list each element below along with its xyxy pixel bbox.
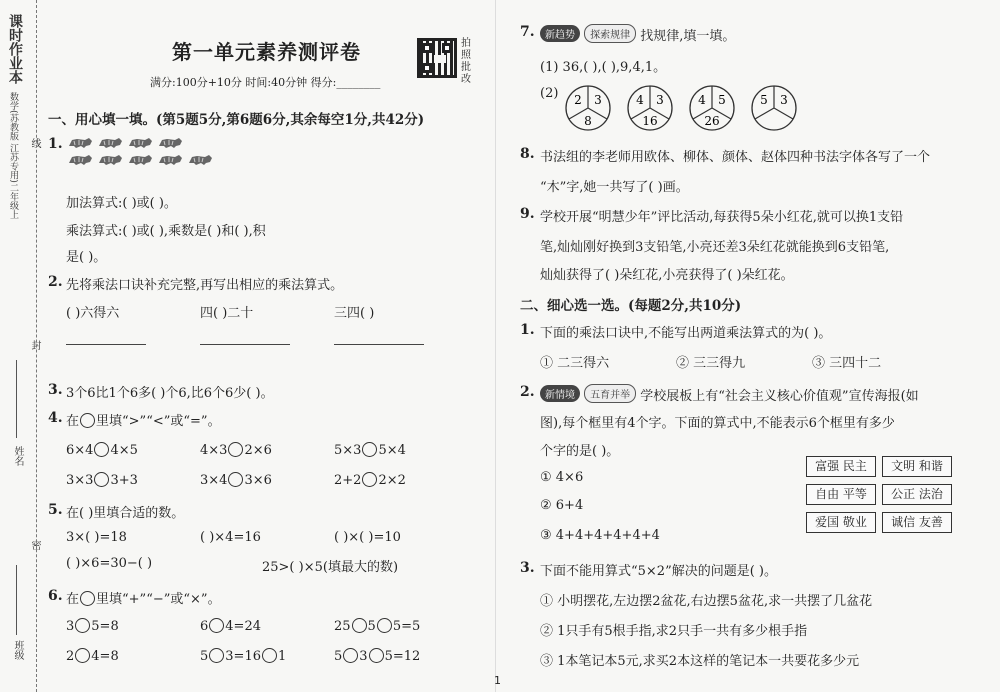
q7-pie-figures	[564, 84, 804, 134]
q4-instruction	[66, 410, 221, 429]
pie-circle-4[interactable]	[752, 86, 796, 130]
q8-line-2[interactable]: “木”字,她一共写了( )画。	[540, 180, 689, 195]
q5-blank-2[interactable]: ( )×4=16	[200, 530, 261, 545]
s2-q2-option-2[interactable]: ② 6+4	[540, 498, 584, 513]
context-badge: 新情境	[540, 385, 580, 402]
q2-number: 2.	[48, 274, 63, 290]
svg-text:2: 2	[574, 93, 582, 107]
q9-line-3[interactable]: 灿灿获得了( )朵红花,小亮获得了( )朵红花。	[540, 268, 794, 283]
operator-circle[interactable]	[75, 648, 90, 663]
q4-text-b: 里填“>”“<”或“=”。	[96, 414, 221, 429]
q6-instruction	[66, 588, 221, 607]
compare-circle[interactable]	[228, 472, 243, 487]
operator-circle[interactable]	[377, 618, 392, 633]
svg-text:4: 4	[698, 93, 706, 107]
compare-circle[interactable]	[362, 442, 377, 457]
q2-answer-line-1[interactable]	[66, 344, 146, 345]
book-subtitle: 数学(苏教版 江苏专用)二年级上	[8, 92, 18, 219]
s2-q3-text[interactable]: 下面不能用算式“5×2”解决的问题是( )。	[540, 564, 778, 579]
s2-q3-number: 3.	[520, 560, 535, 576]
q8-number: 8.	[520, 146, 535, 162]
operator-circle[interactable]	[75, 618, 90, 633]
tiger-icon	[66, 153, 94, 166]
q1-number: 1.	[48, 136, 63, 152]
q2-text: 先将乘法口诀补充完整,再写出相应的乘法算式。	[66, 278, 344, 293]
q8-line-1: 书法组的李老师用欧体、柳体、颜体、赵体四种书法字体各写了一个	[540, 150, 931, 165]
operator-circle[interactable]	[352, 618, 367, 633]
operator-circle[interactable]	[369, 648, 384, 663]
compare-circle[interactable]	[362, 472, 377, 487]
q6-text-b: 里填“+”“−”或“×”。	[96, 592, 221, 607]
s2-q2-number: 2.	[520, 384, 535, 400]
score-info: 满分:100分+10分 时间:40分钟 得分:________	[150, 76, 381, 89]
q6-number: 6.	[48, 588, 63, 604]
svg-text:26: 26	[704, 114, 720, 128]
trend-badge: 新趋势	[540, 25, 580, 42]
qr-label: 拍照批改	[461, 38, 471, 85]
svg-text:3: 3	[780, 93, 788, 107]
q7-sequence[interactable]: (1) 36,( ),( ),9,4,1。	[540, 60, 667, 75]
value-box: 自由 平等	[806, 484, 876, 505]
cut-mark-secret: 密	[29, 540, 40, 550]
q6-item-3[interactable]: 25 5 5=5	[334, 619, 421, 634]
q5-blank-4[interactable]: ( )×6=30−( )	[66, 556, 153, 571]
name-label: 姓名	[12, 446, 23, 466]
q9-line-2: 笔,灿灿刚好换到3支铅笔,小亮还差3朵红花就能换到6支铅笔,	[540, 240, 890, 255]
q7-number: 7.	[520, 24, 535, 40]
pie-circle-3	[690, 86, 734, 130]
s2-q1-option-3[interactable]: ③ 三四十二	[812, 356, 882, 371]
value-box: 文明 和谐	[882, 456, 952, 477]
q7-text: 找规律,填一填。	[640, 29, 736, 44]
tiger-icon	[186, 153, 214, 166]
q4-compare-2-3[interactable]: 2+2 2×2	[334, 473, 406, 488]
s2-q1-text[interactable]: 下面的乘法口诀中,不能写出两道乘法算式的为( )。	[540, 326, 832, 341]
tiger-icon	[96, 153, 124, 166]
cut-mark-line: 线	[29, 138, 40, 148]
tiger-icon	[126, 136, 154, 149]
svg-text:5: 5	[718, 93, 726, 107]
q1-addition-line[interactable]: 加法算式:( )或( )。	[66, 196, 177, 211]
q6-item-5[interactable]: 5 3=16 1	[200, 649, 287, 664]
q3-text[interactable]: 3个6比1个6多( )个6,比6个6少( )。	[66, 386, 274, 401]
q5-blank-1[interactable]: 3×( )=18	[66, 530, 127, 545]
s2-q2-option-3[interactable]: ③ 4+4+4+4+4+4	[540, 528, 660, 543]
q2-rhyme-2[interactable]: 四( )二十	[200, 306, 254, 321]
binding-line	[36, 0, 37, 692]
s2-q3-option-1[interactable]: ① 小明摆花,左边摆2盆花,右边摆5盆花,求一共摆了几盆花	[540, 594, 873, 609]
tiger-icon	[156, 153, 184, 166]
q4-compare-2-2[interactable]: 3×4 3×6	[200, 473, 272, 488]
q4-number: 4.	[48, 410, 63, 426]
page-fold	[495, 0, 496, 692]
q7-heading	[540, 24, 735, 44]
circle-icon	[80, 413, 95, 428]
s2-q3-option-3[interactable]: ③ 1本笔记本5元,求买2本这样的笔记本一共要花多少元	[540, 654, 860, 669]
operator-circle[interactable]	[209, 618, 224, 633]
svg-text:8: 8	[584, 114, 592, 128]
q6-text-a: 在	[66, 592, 80, 607]
s2-q2-line-3[interactable]: 个字的是( )。	[540, 444, 620, 459]
name-blank[interactable]	[16, 360, 17, 438]
page-number: 1	[494, 674, 501, 687]
svg-text:4: 4	[636, 93, 644, 107]
q4-compare-1-1[interactable]: 6×4 4×5	[66, 443, 138, 458]
qr-code[interactable]	[417, 38, 457, 78]
q5-blank-3[interactable]: ( )×( )=10	[334, 530, 401, 545]
pie-circle-1	[566, 86, 610, 130]
q7-part2-label: (2)	[540, 86, 559, 101]
q3-number: 3.	[48, 382, 63, 398]
topic-badge: 探索规律	[584, 24, 636, 43]
class-label: 班级	[12, 640, 23, 660]
q6-item-2[interactable]: 6 4=24	[200, 619, 261, 634]
section2-heading: 二、细心选一选。(每题2分,共10分)	[520, 298, 742, 314]
s2-q2-line-2: 图),每个框里有4个字。下面的算式中,不能表示6个框里有多少	[540, 416, 895, 431]
svg-text:16: 16	[642, 114, 658, 128]
s2-q1-option-1[interactable]: ① 二三得六	[540, 356, 610, 371]
tiger-icon	[96, 136, 124, 149]
q2-answer-line-3[interactable]	[334, 344, 424, 345]
s2-q1-option-2[interactable]: ② 三三得九	[676, 356, 746, 371]
value-box: 公正 法治	[882, 484, 952, 505]
page-title: 第一单元素养测评卷	[172, 40, 361, 64]
q4-text-a: 在	[66, 414, 80, 429]
topic-badge: 五育并举	[584, 384, 636, 403]
circle-icon	[80, 591, 95, 606]
value-box: 爱国 敬业	[806, 512, 876, 533]
q6-item-4[interactable]: 2 4=8	[66, 649, 119, 664]
compare-circle[interactable]	[94, 442, 109, 457]
s2-q2-option-1[interactable]: ① 4×6	[540, 470, 584, 485]
q6-item-1[interactable]: 3 5=8	[66, 619, 119, 634]
operator-circle[interactable]	[262, 648, 277, 663]
s2-q2-line-1: 新情境 五育并举 学校展板上有“社会主义核心价值观”宣传海报(如	[540, 384, 919, 404]
tiger-picture	[66, 136, 216, 172]
cut-mark-seal: 封	[29, 340, 40, 350]
q9-number: 9.	[520, 206, 535, 222]
svg-text:3: 3	[656, 93, 664, 107]
svg-text:5: 5	[760, 93, 768, 107]
q4-compare-1-2[interactable]: 4×3 2×6	[200, 443, 272, 458]
tiger-icon	[156, 136, 184, 149]
compare-circle[interactable]	[94, 472, 109, 487]
q5-blank-5[interactable]: 25>( )×5(填最大的数)	[262, 560, 399, 575]
compare-circle[interactable]	[228, 442, 243, 457]
tiger-icon	[66, 136, 94, 149]
q1-product-line[interactable]: 是( )。	[66, 250, 107, 265]
q4-compare-1-3[interactable]: 5×3 5×4	[334, 443, 406, 458]
q2-rhyme-1[interactable]: ( )六得六	[66, 306, 120, 321]
class-blank[interactable]	[16, 565, 17, 635]
value-box: 诚信 友善	[882, 512, 952, 533]
q5-number: 5.	[48, 502, 63, 518]
q2-rhyme-3[interactable]: 三四( )	[334, 306, 375, 321]
s2-q3-option-2[interactable]: ② 1只手有5根手指,求2只手一共有多少根手指	[540, 624, 808, 639]
book-title: 课时作业本	[7, 14, 23, 84]
section1-heading: 一、用心填一填。(第5题5分,第6题6分,其余每空1分,共42分)	[48, 112, 425, 128]
q1-multiplication-line[interactable]: 乘法算式:( )或( ),乘数是( )和( ),积	[66, 224, 266, 239]
value-box: 富强 民主	[806, 456, 876, 477]
s2-q1-number: 1.	[520, 322, 535, 338]
pie-circle-2	[628, 86, 672, 130]
operator-circle[interactable]	[209, 648, 224, 663]
svg-text:3: 3	[594, 93, 602, 107]
q6-item-6[interactable]: 5 3 5=12	[334, 649, 421, 664]
q9-line-1: 学校开展“明慧少年”评比活动,每获得5朵小红花,就可以换1支铅	[540, 210, 904, 225]
tiger-icon	[126, 153, 154, 166]
q4-compare-2-1[interactable]: 3×3 3+3	[66, 473, 138, 488]
q2-answer-line-2[interactable]	[200, 344, 290, 345]
operator-circle[interactable]	[343, 648, 358, 663]
q5-text: 在( )里填合适的数。	[66, 506, 185, 521]
